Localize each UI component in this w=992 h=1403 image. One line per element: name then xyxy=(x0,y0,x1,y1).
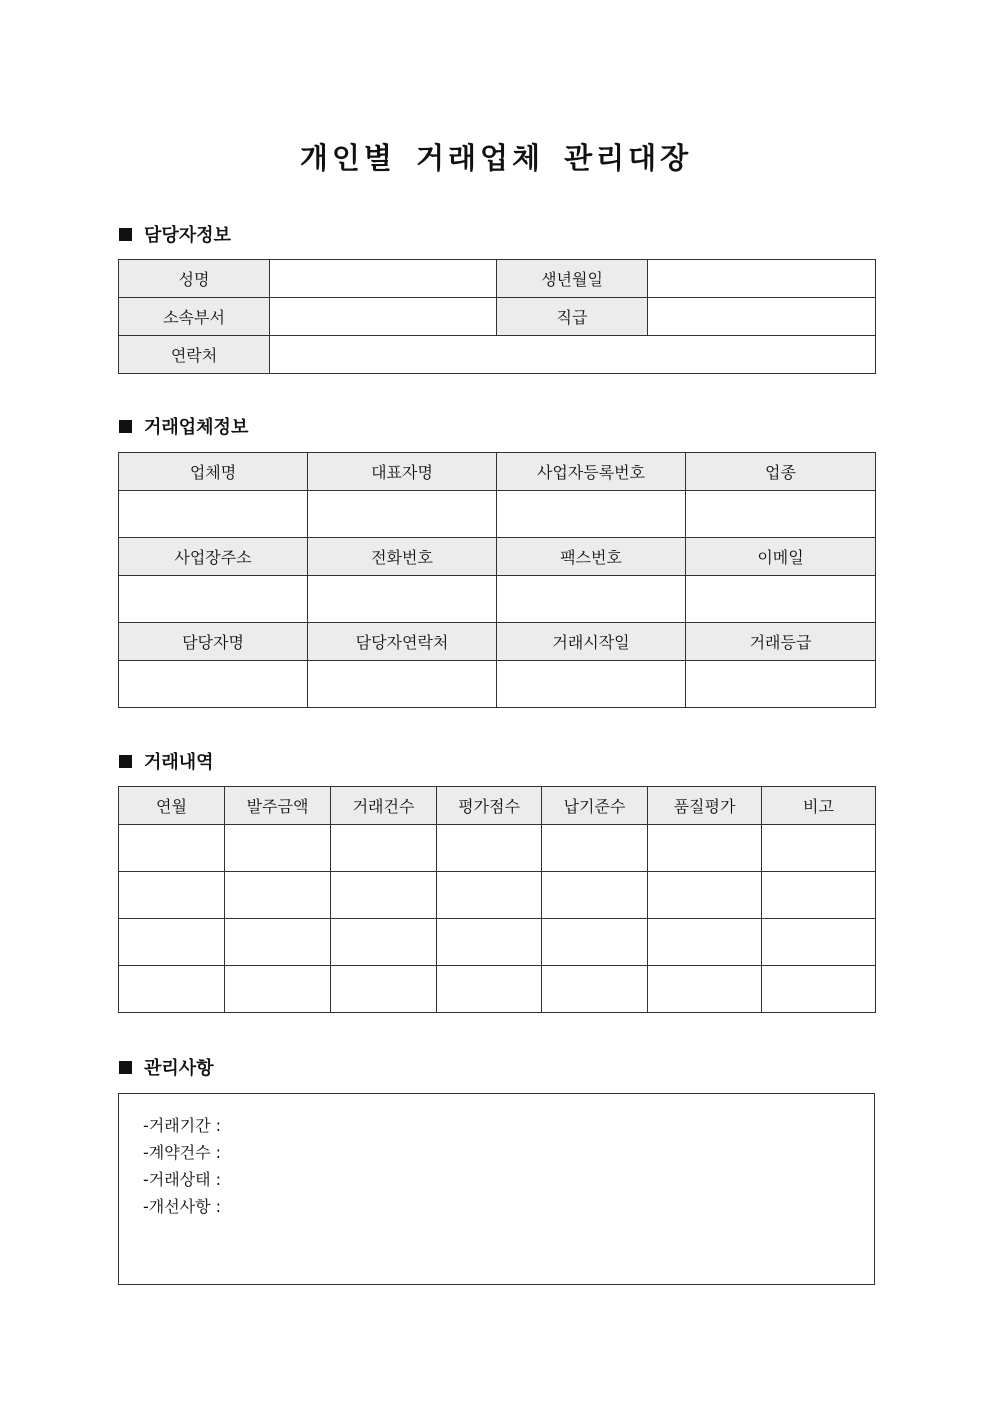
page-title: 개인별 거래업체 관리대장 xyxy=(299,141,693,175)
label-business-number: 사업자등록번호 xyxy=(497,453,686,491)
section-heading-label: 관리사항 xyxy=(144,1058,214,1079)
table-cell[interactable] xyxy=(648,872,762,919)
column-header: 비고 xyxy=(762,787,876,825)
manager-info-table xyxy=(118,259,876,374)
column-header: 평가점수 xyxy=(437,787,542,825)
label-ceo-name: 대표자명 xyxy=(308,453,497,491)
table-row xyxy=(119,825,876,872)
table-cell[interactable] xyxy=(542,825,648,872)
notes-line: -거래상태 : xyxy=(143,1170,222,1189)
history-table xyxy=(118,786,876,1013)
table-cell[interactable] xyxy=(437,966,542,1013)
column-header: 연월 xyxy=(119,787,225,825)
label-company-name: 업체명 xyxy=(119,453,308,491)
email-field[interactable] xyxy=(686,576,876,623)
section-heading-label: 거래업체정보 xyxy=(144,417,249,438)
label-email: 이메일 xyxy=(686,538,876,576)
department-field[interactable] xyxy=(270,298,497,336)
table-cell[interactable] xyxy=(225,825,331,872)
vendor-info-table xyxy=(118,452,876,708)
table-cell[interactable] xyxy=(119,919,225,966)
label-start-date: 거래시작일 xyxy=(497,623,686,661)
column-header: 품질평가 xyxy=(648,787,762,825)
label-birthdate: 생년월일 xyxy=(497,260,648,298)
label-fax: 팩스번호 xyxy=(497,538,686,576)
table-cell[interactable] xyxy=(762,966,876,1013)
table-cell[interactable] xyxy=(225,966,331,1013)
table-cell[interactable] xyxy=(225,919,331,966)
table-cell[interactable] xyxy=(331,919,437,966)
table-cell[interactable] xyxy=(331,966,437,1013)
industry-field[interactable] xyxy=(686,491,876,538)
table-cell[interactable] xyxy=(762,825,876,872)
column-header: 발주금액 xyxy=(225,787,331,825)
table-cell[interactable] xyxy=(762,919,876,966)
label-contact: 연락처 xyxy=(119,336,270,374)
label-phone: 전화번호 xyxy=(308,538,497,576)
table-cell[interactable] xyxy=(648,825,762,872)
label-name: 성명 xyxy=(119,260,270,298)
table-row xyxy=(119,919,876,966)
label-industry: 업종 xyxy=(686,453,876,491)
grade-field[interactable] xyxy=(686,661,876,708)
section-heading-label: 거래내역 xyxy=(144,752,214,773)
start-date-field[interactable] xyxy=(497,661,686,708)
column-header: 납기준수 xyxy=(542,787,648,825)
section-heading-history xyxy=(119,749,214,773)
table-cell[interactable] xyxy=(648,966,762,1013)
table-cell[interactable] xyxy=(331,825,437,872)
table-row xyxy=(119,966,876,1013)
ceo-name-field[interactable] xyxy=(308,491,497,538)
label-grade: 거래등급 xyxy=(686,623,876,661)
table-cell[interactable] xyxy=(437,919,542,966)
fax-field[interactable] xyxy=(497,576,686,623)
table-cell[interactable] xyxy=(542,872,648,919)
square-bullet-icon xyxy=(119,420,132,433)
contact-field[interactable] xyxy=(270,336,876,374)
table-cell[interactable] xyxy=(437,872,542,919)
table-cell[interactable] xyxy=(119,825,225,872)
table-cell[interactable] xyxy=(648,919,762,966)
section-heading-vendor xyxy=(119,414,248,438)
birthdate-field[interactable] xyxy=(648,260,876,298)
name-field[interactable] xyxy=(270,260,497,298)
table-cell[interactable] xyxy=(762,872,876,919)
table-cell[interactable] xyxy=(542,966,648,1013)
contact-person-field[interactable] xyxy=(119,661,308,708)
column-header: 거래건수 xyxy=(331,787,437,825)
position-field[interactable] xyxy=(648,298,876,336)
contact-person-phone-field[interactable] xyxy=(308,661,497,708)
table-cell[interactable] xyxy=(119,872,225,919)
label-position: 직급 xyxy=(497,298,648,336)
label-department: 소속부서 xyxy=(119,298,270,336)
section-heading-label: 담당자정보 xyxy=(144,225,231,246)
section-heading-manager xyxy=(119,222,231,246)
label-contact-person-phone: 담당자연락처 xyxy=(308,623,497,661)
table-cell[interactable] xyxy=(331,872,437,919)
section-heading-notes xyxy=(119,1055,214,1079)
company-name-field[interactable] xyxy=(119,491,308,538)
label-contact-person: 담당자명 xyxy=(119,623,308,661)
table-cell[interactable] xyxy=(119,966,225,1013)
phone-field[interactable] xyxy=(308,576,497,623)
label-business-address: 사업장주소 xyxy=(119,538,308,576)
notes-line: -거래기간 : xyxy=(143,1116,222,1135)
notes-box[interactable] xyxy=(118,1093,875,1285)
square-bullet-icon xyxy=(119,1061,132,1074)
business-number-field[interactable] xyxy=(497,491,686,538)
square-bullet-icon xyxy=(119,228,132,241)
table-cell[interactable] xyxy=(225,872,331,919)
table-cell[interactable] xyxy=(542,919,648,966)
notes-line: -개선사항 : xyxy=(143,1197,222,1216)
table-cell[interactable] xyxy=(437,825,542,872)
table-row xyxy=(119,872,876,919)
notes-line: -계약건수 : xyxy=(143,1143,222,1162)
square-bullet-icon xyxy=(119,755,132,768)
business-address-field[interactable] xyxy=(119,576,308,623)
